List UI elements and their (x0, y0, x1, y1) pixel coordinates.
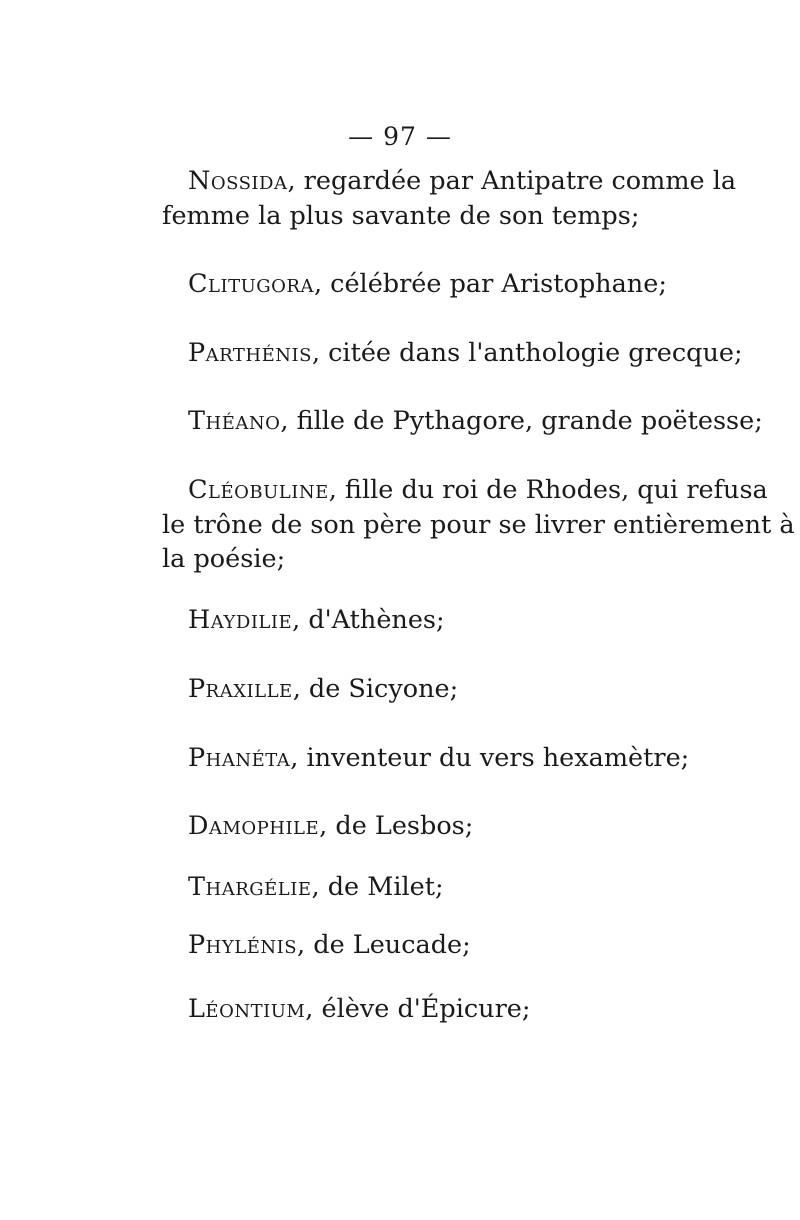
entry-name: Haydilie (188, 605, 293, 635)
entry-line (0, 992, 800, 1027)
entry-name: Praxille (188, 674, 293, 704)
entry-name: Thargélie (188, 872, 312, 902)
entry-name: Nossida (188, 166, 288, 196)
entry-text: , inventeur du vers hexamètre; (290, 743, 690, 773)
entry-text: , fille du roi de Rhodes, qui refusa (328, 475, 768, 505)
entry-theano (0, 404, 800, 439)
entry-text: , de Leucade; (297, 930, 471, 960)
entry-line (0, 603, 800, 638)
entry-line (0, 741, 800, 776)
entry-name: Cléobuline (188, 475, 329, 505)
page-number: — 97 — (348, 122, 452, 151)
entry-line (0, 870, 800, 905)
entry-name: Phanéta (188, 743, 291, 773)
entry-text: , regardée par Antipatre comme la (287, 166, 737, 196)
entry-damophile (0, 809, 800, 844)
entry-line (0, 336, 800, 371)
entry-text: , de Milet; (311, 872, 444, 902)
entry-nossida (0, 164, 800, 233)
entry-text: , fille de Pythagore, grande poëtesse; (280, 406, 763, 436)
entry-name: Théano (188, 406, 281, 436)
entry-text: , de Lesbos; (319, 811, 474, 841)
entry-clitugora (0, 267, 800, 302)
entry-line (0, 473, 768, 508)
entry-name: Parthénis (188, 338, 312, 368)
entry-parthenis (0, 336, 800, 371)
entry-line: femme la plus savante de son temps; (162, 200, 640, 231)
entry-phaneta (0, 741, 800, 776)
entry-text: , d'Athènes; (292, 605, 445, 635)
entry-text: , citée dans l'anthologie grecque; (311, 338, 743, 368)
entry-line (0, 809, 800, 844)
entry-text: , célébrée par Aristophane; (313, 269, 667, 299)
entry-line (0, 164, 737, 199)
entry-leontium (0, 992, 800, 1027)
entry-line (0, 928, 800, 963)
entry-name: Phylénis (188, 930, 298, 960)
entry-line (0, 404, 800, 439)
entry-line: la poésie; (162, 544, 286, 574)
entry-name: Damophile (188, 811, 320, 841)
entry-text: , élève d'Épicure; (305, 994, 531, 1024)
entry-name: Léontium (188, 994, 306, 1024)
entry-cleobuline (0, 473, 800, 577)
entry-line: le trône de son père pour se livrer entièrement à (162, 509, 795, 540)
entry-praxille (0, 672, 800, 707)
entry-thargelie (0, 870, 800, 905)
entry-line (0, 672, 800, 707)
entry-line (0, 267, 800, 302)
entry-haydilie (0, 603, 800, 638)
entry-phylenis (0, 928, 800, 963)
entry-text: , de Sicyone; (292, 674, 459, 704)
entry-name: Clitugora (188, 269, 314, 299)
